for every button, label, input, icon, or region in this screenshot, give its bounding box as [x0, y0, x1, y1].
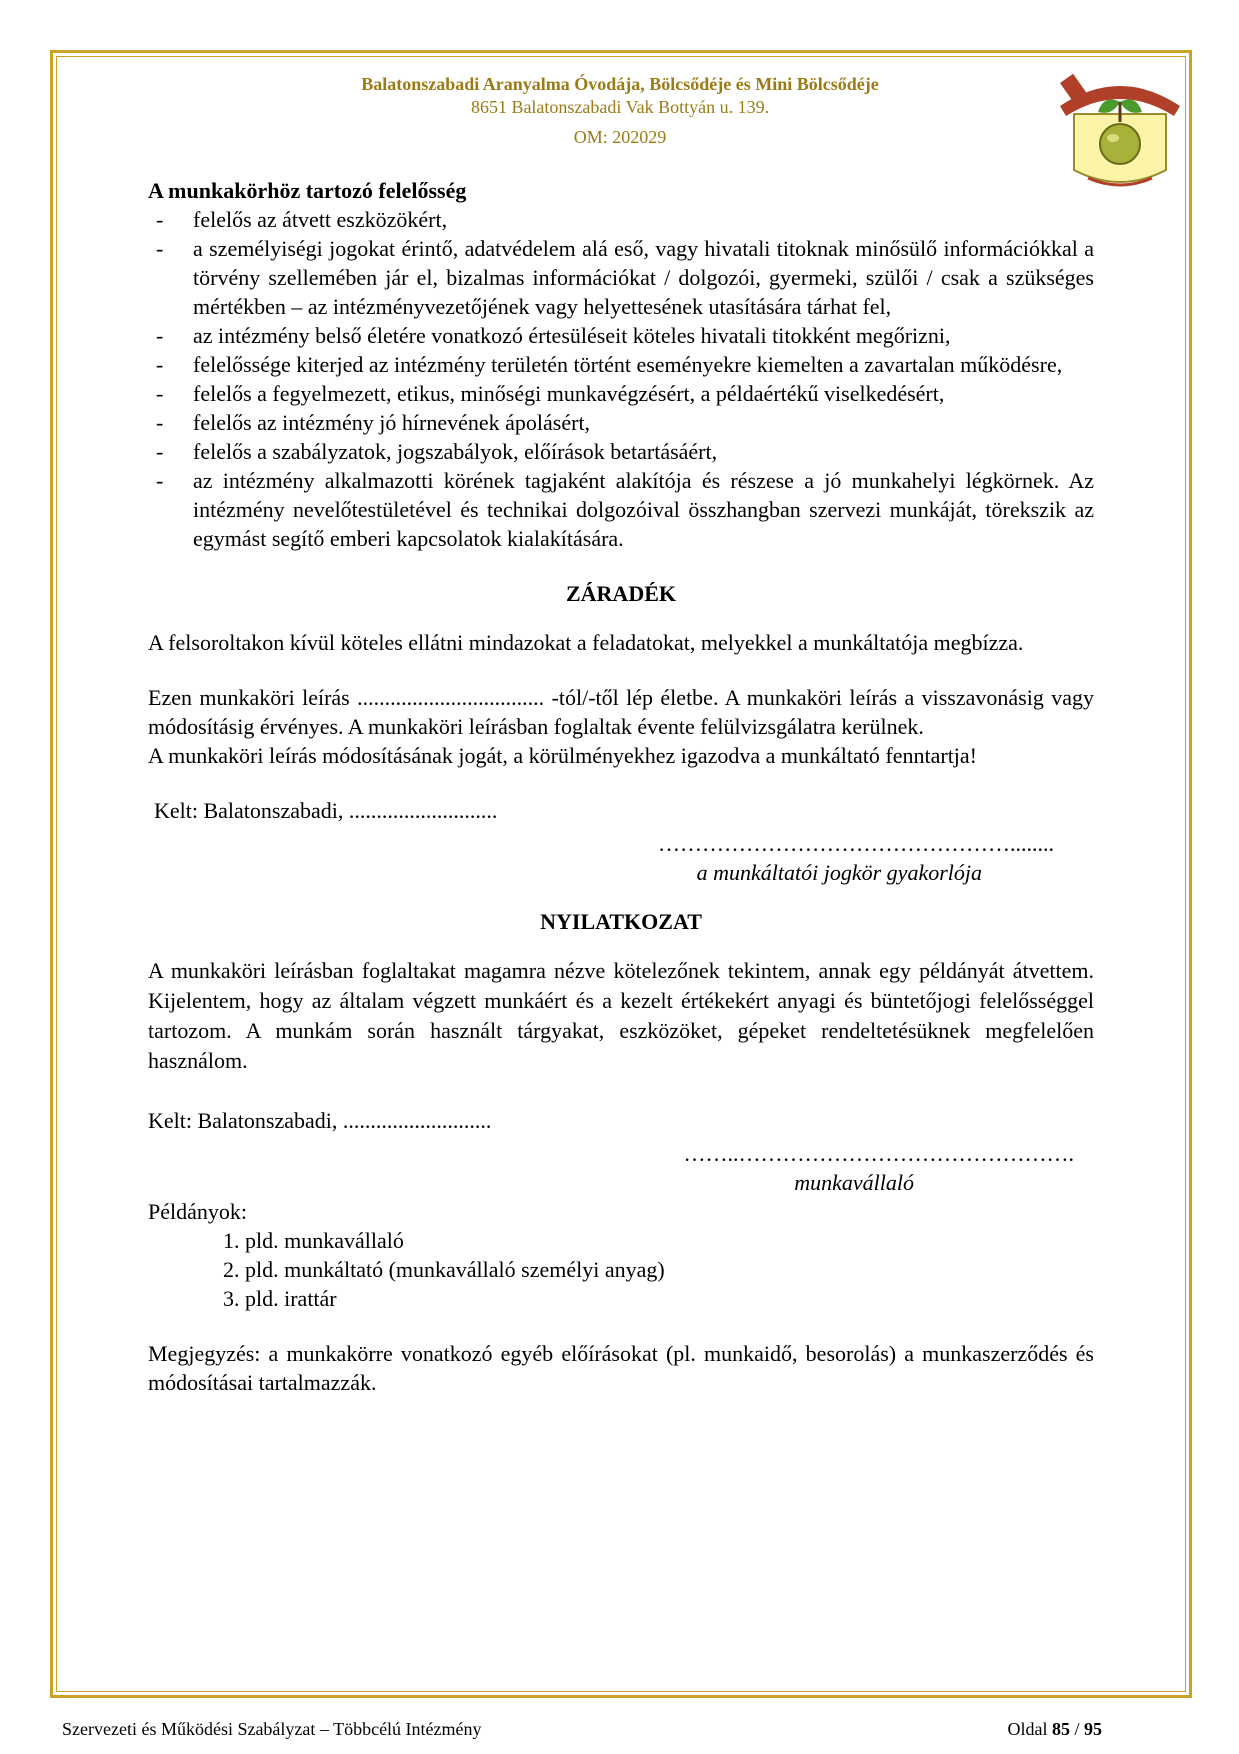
employee-signature-label: munkavállaló	[794, 1170, 914, 1195]
org-om-number: OM: 202029	[573, 127, 667, 147]
clause-validity-paragraph: Ezen munkaköri leírás .................................. -tól/-től lép életbe. A munkaköri leírás a visszavonásig vagy módosításig érvényes. A munkaköri leírásban foglaltak évente felülvizsgálatra kerülnek.	[148, 685, 1094, 739]
list-item: - az intézmény belső életére vonatkozó értesüléseit köteles hivatali titokként megőrizni,	[148, 321, 1094, 350]
list-item: 1. pld. munkavállaló	[223, 1228, 404, 1253]
list-item: - felelős az átvett eszközökért,	[148, 205, 1094, 234]
page-total: 95	[1084, 1719, 1102, 1739]
list-item: - a személyiségi jogokat érintő, adatvédelem alá eső, vagy hivatali titoknak minősülő információkkal a törvény szellemében jár el, bizalmas információkat / dolgozói, gyermeki, szülői / csak a szükséges mértékben – az intézményvezetőjének vagy helyettesének utasítására tárhat fel,	[148, 234, 1094, 321]
org-address: 8651 Balatonszabadi Vak Bottyán u. 139.	[470, 97, 770, 117]
document-body	[148, 176, 1094, 1397]
declaration-title: NYILATKOZAT	[540, 909, 702, 934]
document-footer	[62, 1718, 1102, 1740]
employer-signature-label: a munkáltatói jogkör gyakorlója	[696, 860, 982, 885]
employee-signature-line: ……..……………………………………….	[683, 1141, 1074, 1166]
note-paragraph: Megjegyzés: a munkakörre vonatkozó egyéb előírásokat (pl. munkaidő, besorolás) a munkaszerződés és módosításai tartalmazzák.	[148, 1341, 1094, 1395]
list-item: - felelőssége kiterjed az intézmény területén történt eseményekre kiemelten a zavartalan működésre,	[148, 350, 1094, 379]
list-item: 2. pld. munkáltató (munkavállaló személyi anyag)	[223, 1257, 665, 1282]
clause-date-line: Kelt: Balatonszabadi, ...........................	[154, 798, 498, 823]
declaration-date-line: Kelt: Balatonszabadi, ...........................	[148, 1108, 492, 1133]
list-item: - felelős az intézmény jó hírnevének ápolásért,	[148, 408, 1094, 437]
document-header	[200, 72, 1040, 148]
page-separator: /	[1069, 1719, 1084, 1739]
footer-title: Szervezeti és Működési Szabályzat – Többcélú Intézmény	[62, 1719, 482, 1739]
clause-paragraph: A felsoroltakon kívül köteles ellátni mindazokat a feladatokat, melyekkel a munkáltatója megbízza.	[148, 630, 1024, 655]
employer-signature-line: …………………………………………........	[658, 831, 1054, 856]
clause-modification-paragraph: A munkaköri leírás módosításának jogát, a körülményekhez igazodva a munkáltató fenntartja!	[148, 743, 978, 768]
responsibility-title: A munkakörhöz tartozó felelősség	[148, 178, 467, 203]
page-number	[1007, 1718, 1102, 1740]
responsibility-list	[148, 205, 1094, 553]
list-item: - felelős a szabályzatok, jogszabályok, előírások betartásáért,	[148, 437, 1094, 466]
list-item: 3. pld. irattár	[223, 1286, 337, 1311]
org-name: Balatonszabadi Aranyalma Óvodája, Bölcsődéje és Mini Bölcsődéje	[361, 74, 879, 94]
list-item: - felelős a fegyelmezett, etikus, minőségi munkavégzésért, a példaértékű viselkedésért,	[148, 379, 1094, 408]
list-item: - az intézmény alkalmazotti körének tagjaként alakítója és részese a jó munkahelyi légkörnek. Az intézmény nevelőtestületével és technikai dolgozóival összhangban szervezi munkáját, törekszik az egymást segítő emberi kapcsolatok kialakítására.	[148, 466, 1094, 553]
copies-title: Példányok:	[148, 1199, 247, 1224]
page-prefix: Oldal	[1007, 1719, 1052, 1739]
clause-title: ZÁRADÉK	[565, 581, 676, 606]
page-current: 85	[1051, 1719, 1070, 1739]
copies-list	[148, 1226, 1094, 1313]
declaration-paragraph: A munkaköri leírásban foglaltakat magamra nézve kötelezőnek tekintem, annak egy példányát átvettem. Kijelentem, hogy az általam végzett munkáért és a kezelt értékekért anyagi és büntetőjogi felelősséggel tartozom. A munkám során használt tárgyakat, eszközöket, gépeket rendeltetésüknek megfelelően használom.	[148, 958, 1094, 1073]
